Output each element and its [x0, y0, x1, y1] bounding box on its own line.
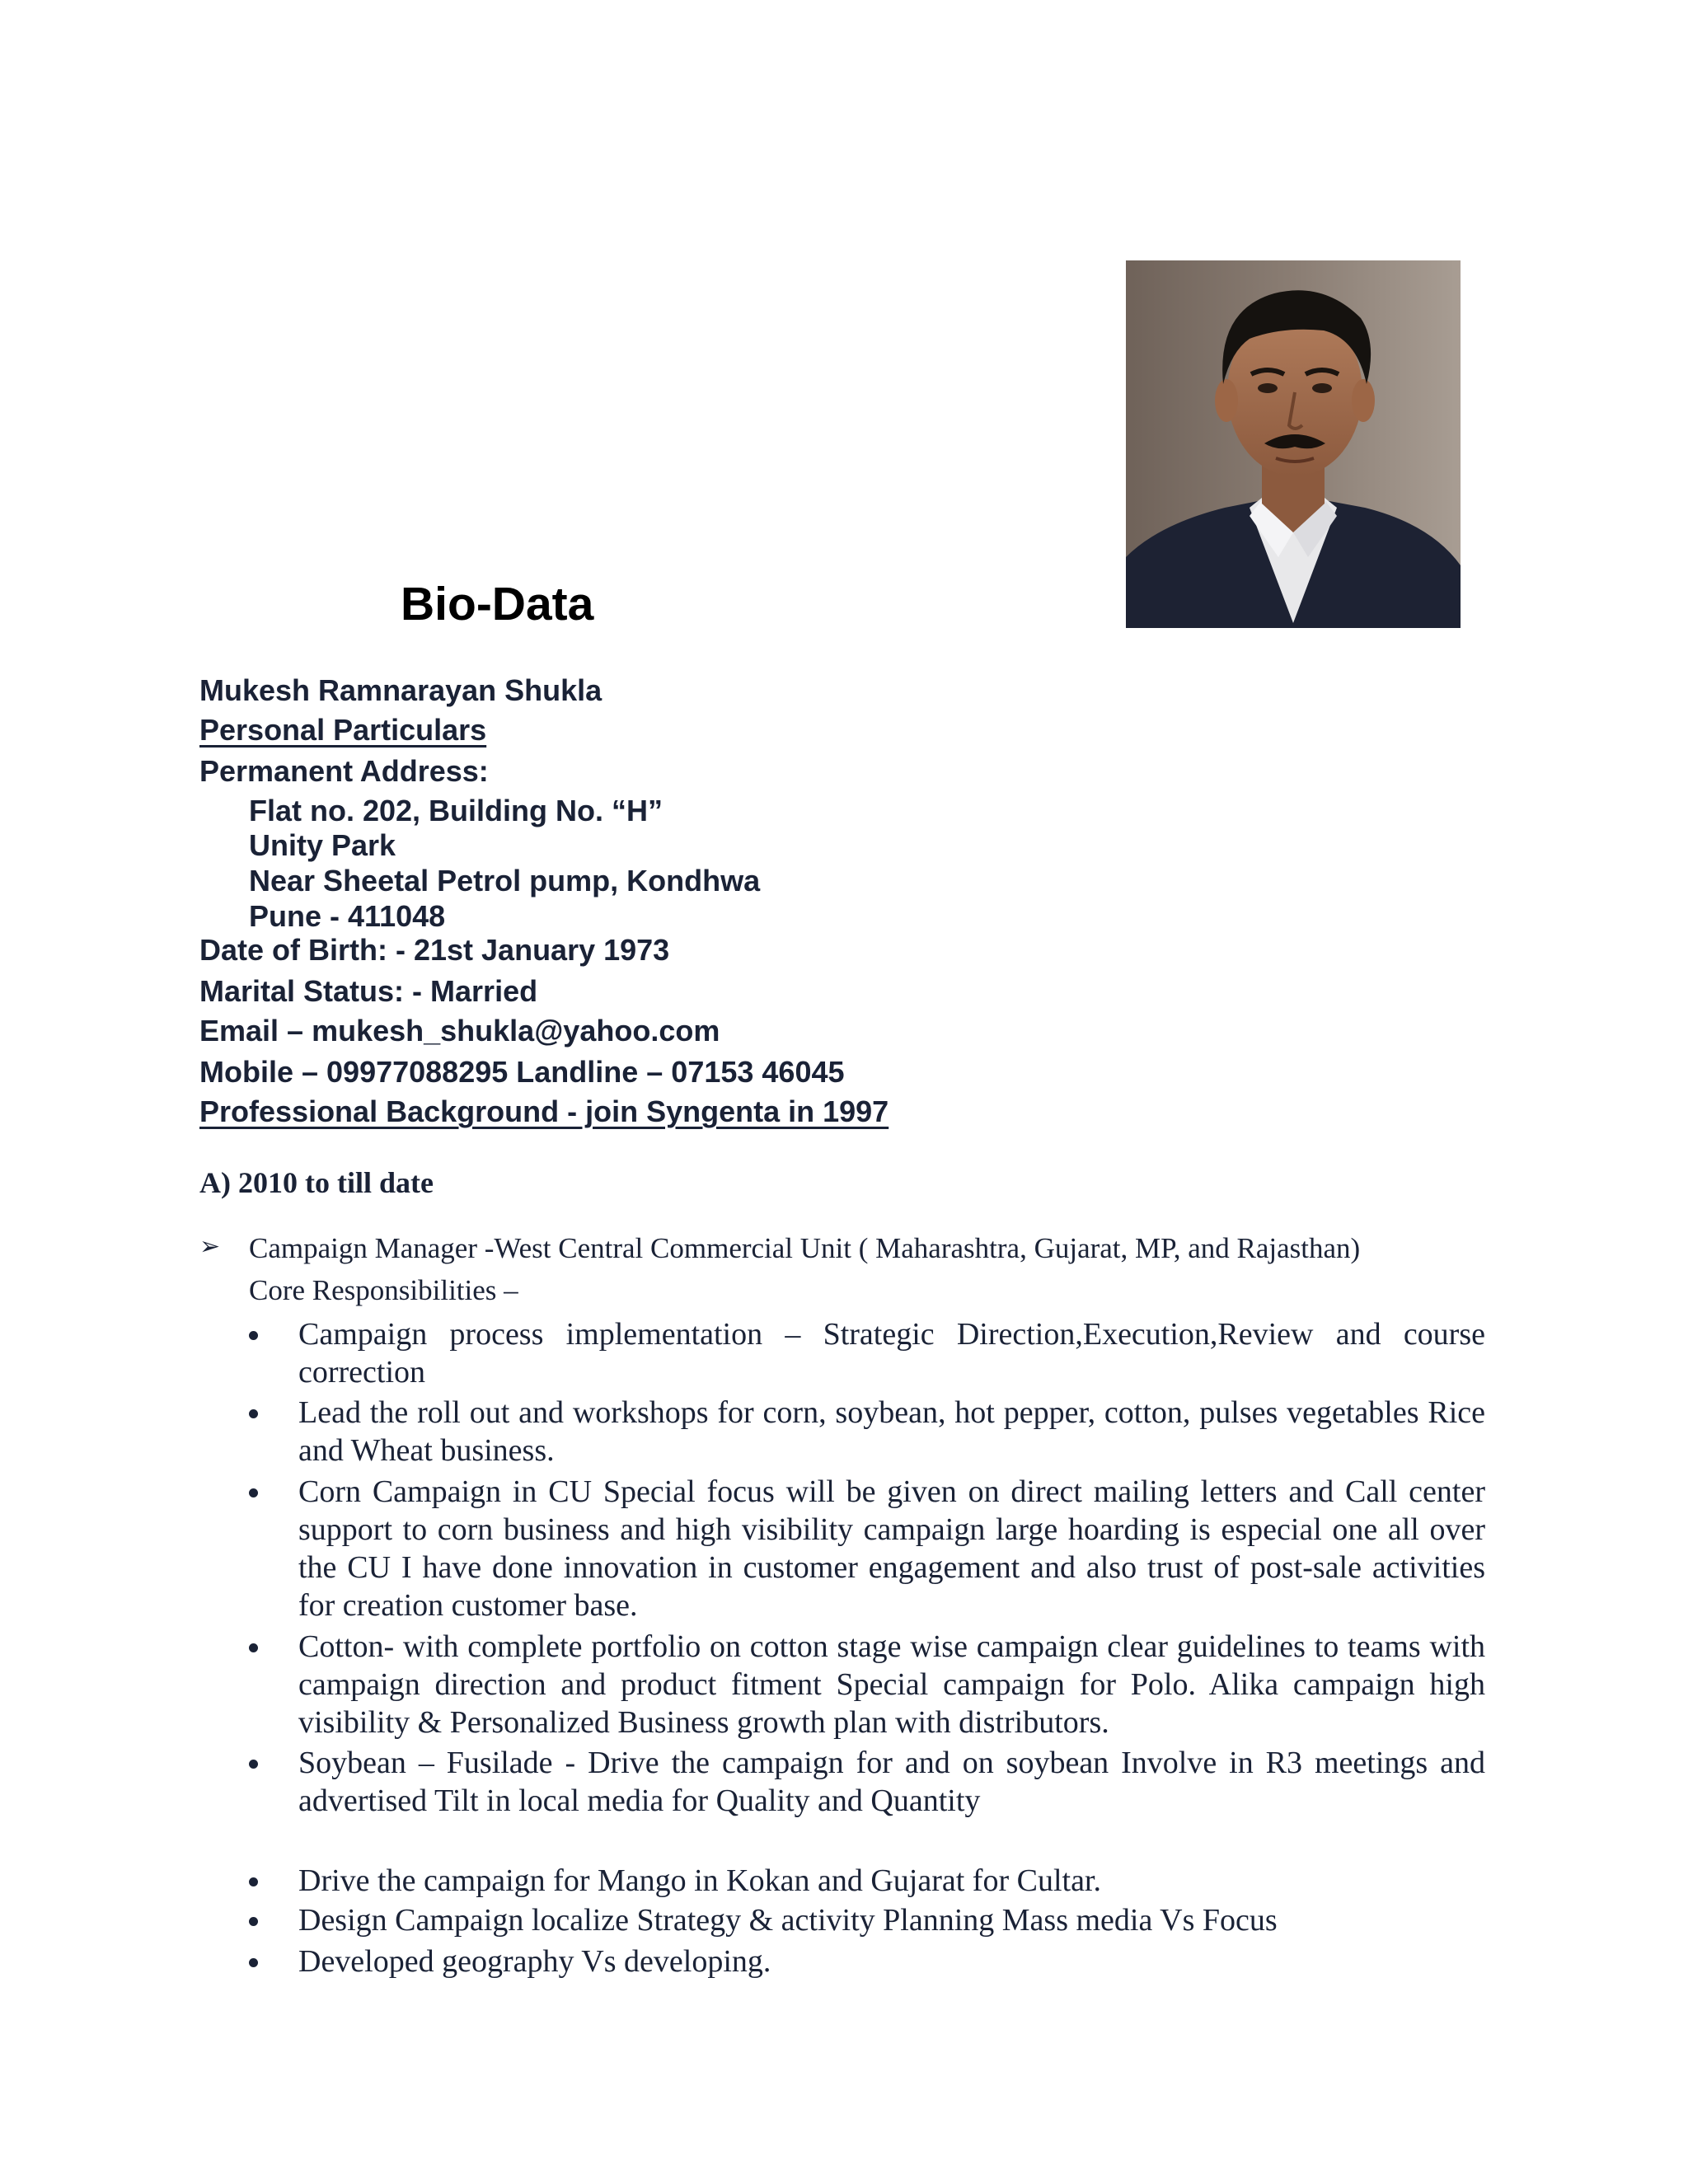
personal-heading: Personal Particulars — [199, 713, 487, 747]
list-item: Lead the roll out and workshops for corn, soybean, hot pepper, cotton, pulses vegetables Rice and Wheat business. — [298, 1395, 1485, 1468]
address-label: Permanent Address: — [199, 754, 489, 788]
list-item: Corn Campaign in CU Special focus will be given on direct mailing letters and Call center support to corn business and high visibility campaign large hoarding is especial one all over the CU I have done innovation in customer engagement and also trust of post-sale activities for creation customer base. — [298, 1474, 1485, 1623]
address-line: Near Sheetal Petrol pump, Kondhwa — [249, 864, 761, 898]
list-item: Cotton- with complete portfolio on cotton stage wise campaign clear guidelines to teams with campaign direction and product fitment Special campaign for Polo. Alika campaign high visibility & Personalized Business growth plan with distributors. — [298, 1629, 1485, 1740]
round-bullet-icon — [249, 1877, 258, 1886]
list-item: Soybean – Fusilade - Drive the campaign for and on soybean Involve in R3 meetings and advertised Tilt in local media for Quality and Quantity — [298, 1746, 1485, 1818]
list-item: Drive the campaign for Mango in Kokan and Gujarat for Cultar. — [298, 1863, 1101, 1898]
round-bullet-icon — [249, 1643, 258, 1652]
date-of-birth: Date of Birth: - 21st January 1973 — [199, 933, 670, 967]
page-title: Bio-Data — [401, 578, 594, 630]
marital-status: Marital Status: - Married — [199, 974, 538, 1008]
role-title: Campaign Manager -West Central Commercial Unit ( Maharashtra, Gujarat, MP, and Rajasthan) — [249, 1232, 1361, 1264]
round-bullet-icon — [249, 1409, 258, 1418]
address-line: Pune - 411048 — [249, 899, 446, 933]
round-bullet-icon — [249, 1760, 258, 1769]
section-heading: A) 2010 to till date — [199, 1166, 434, 1199]
email: Email – mukesh_shukla@yahoo.com — [199, 1014, 720, 1047]
address-line: Unity Park — [249, 828, 396, 862]
list-item: Developed geography Vs developing. — [298, 1944, 771, 1979]
round-bullet-icon — [249, 1958, 258, 1967]
professional-heading: Professional Background - join Syngenta in 1997 — [199, 1094, 889, 1128]
list-item: Campaign process implementation – Strategic Direction,Execution,Review and course correction — [298, 1317, 1485, 1390]
phone: Mobile – 09977088295 Landline – 07153 46045 — [199, 1055, 845, 1089]
round-bullet-icon — [249, 1331, 258, 1340]
core-responsibilities-label: Core Responsibilities – — [249, 1274, 518, 1306]
round-bullet-icon — [249, 1488, 258, 1497]
round-bullet-icon — [249, 1917, 258, 1926]
address-line: Flat no. 202, Building No. “H” — [249, 794, 663, 827]
profile-photo — [1126, 260, 1461, 628]
candidate-name: Mukesh Ramnarayan Shukla — [199, 673, 603, 707]
list-item: Design Campaign localize Strategy & activity Planning Mass media Vs Focus — [298, 1903, 1278, 1938]
arrow-bullet-icon: ➢ — [199, 1232, 221, 1261]
